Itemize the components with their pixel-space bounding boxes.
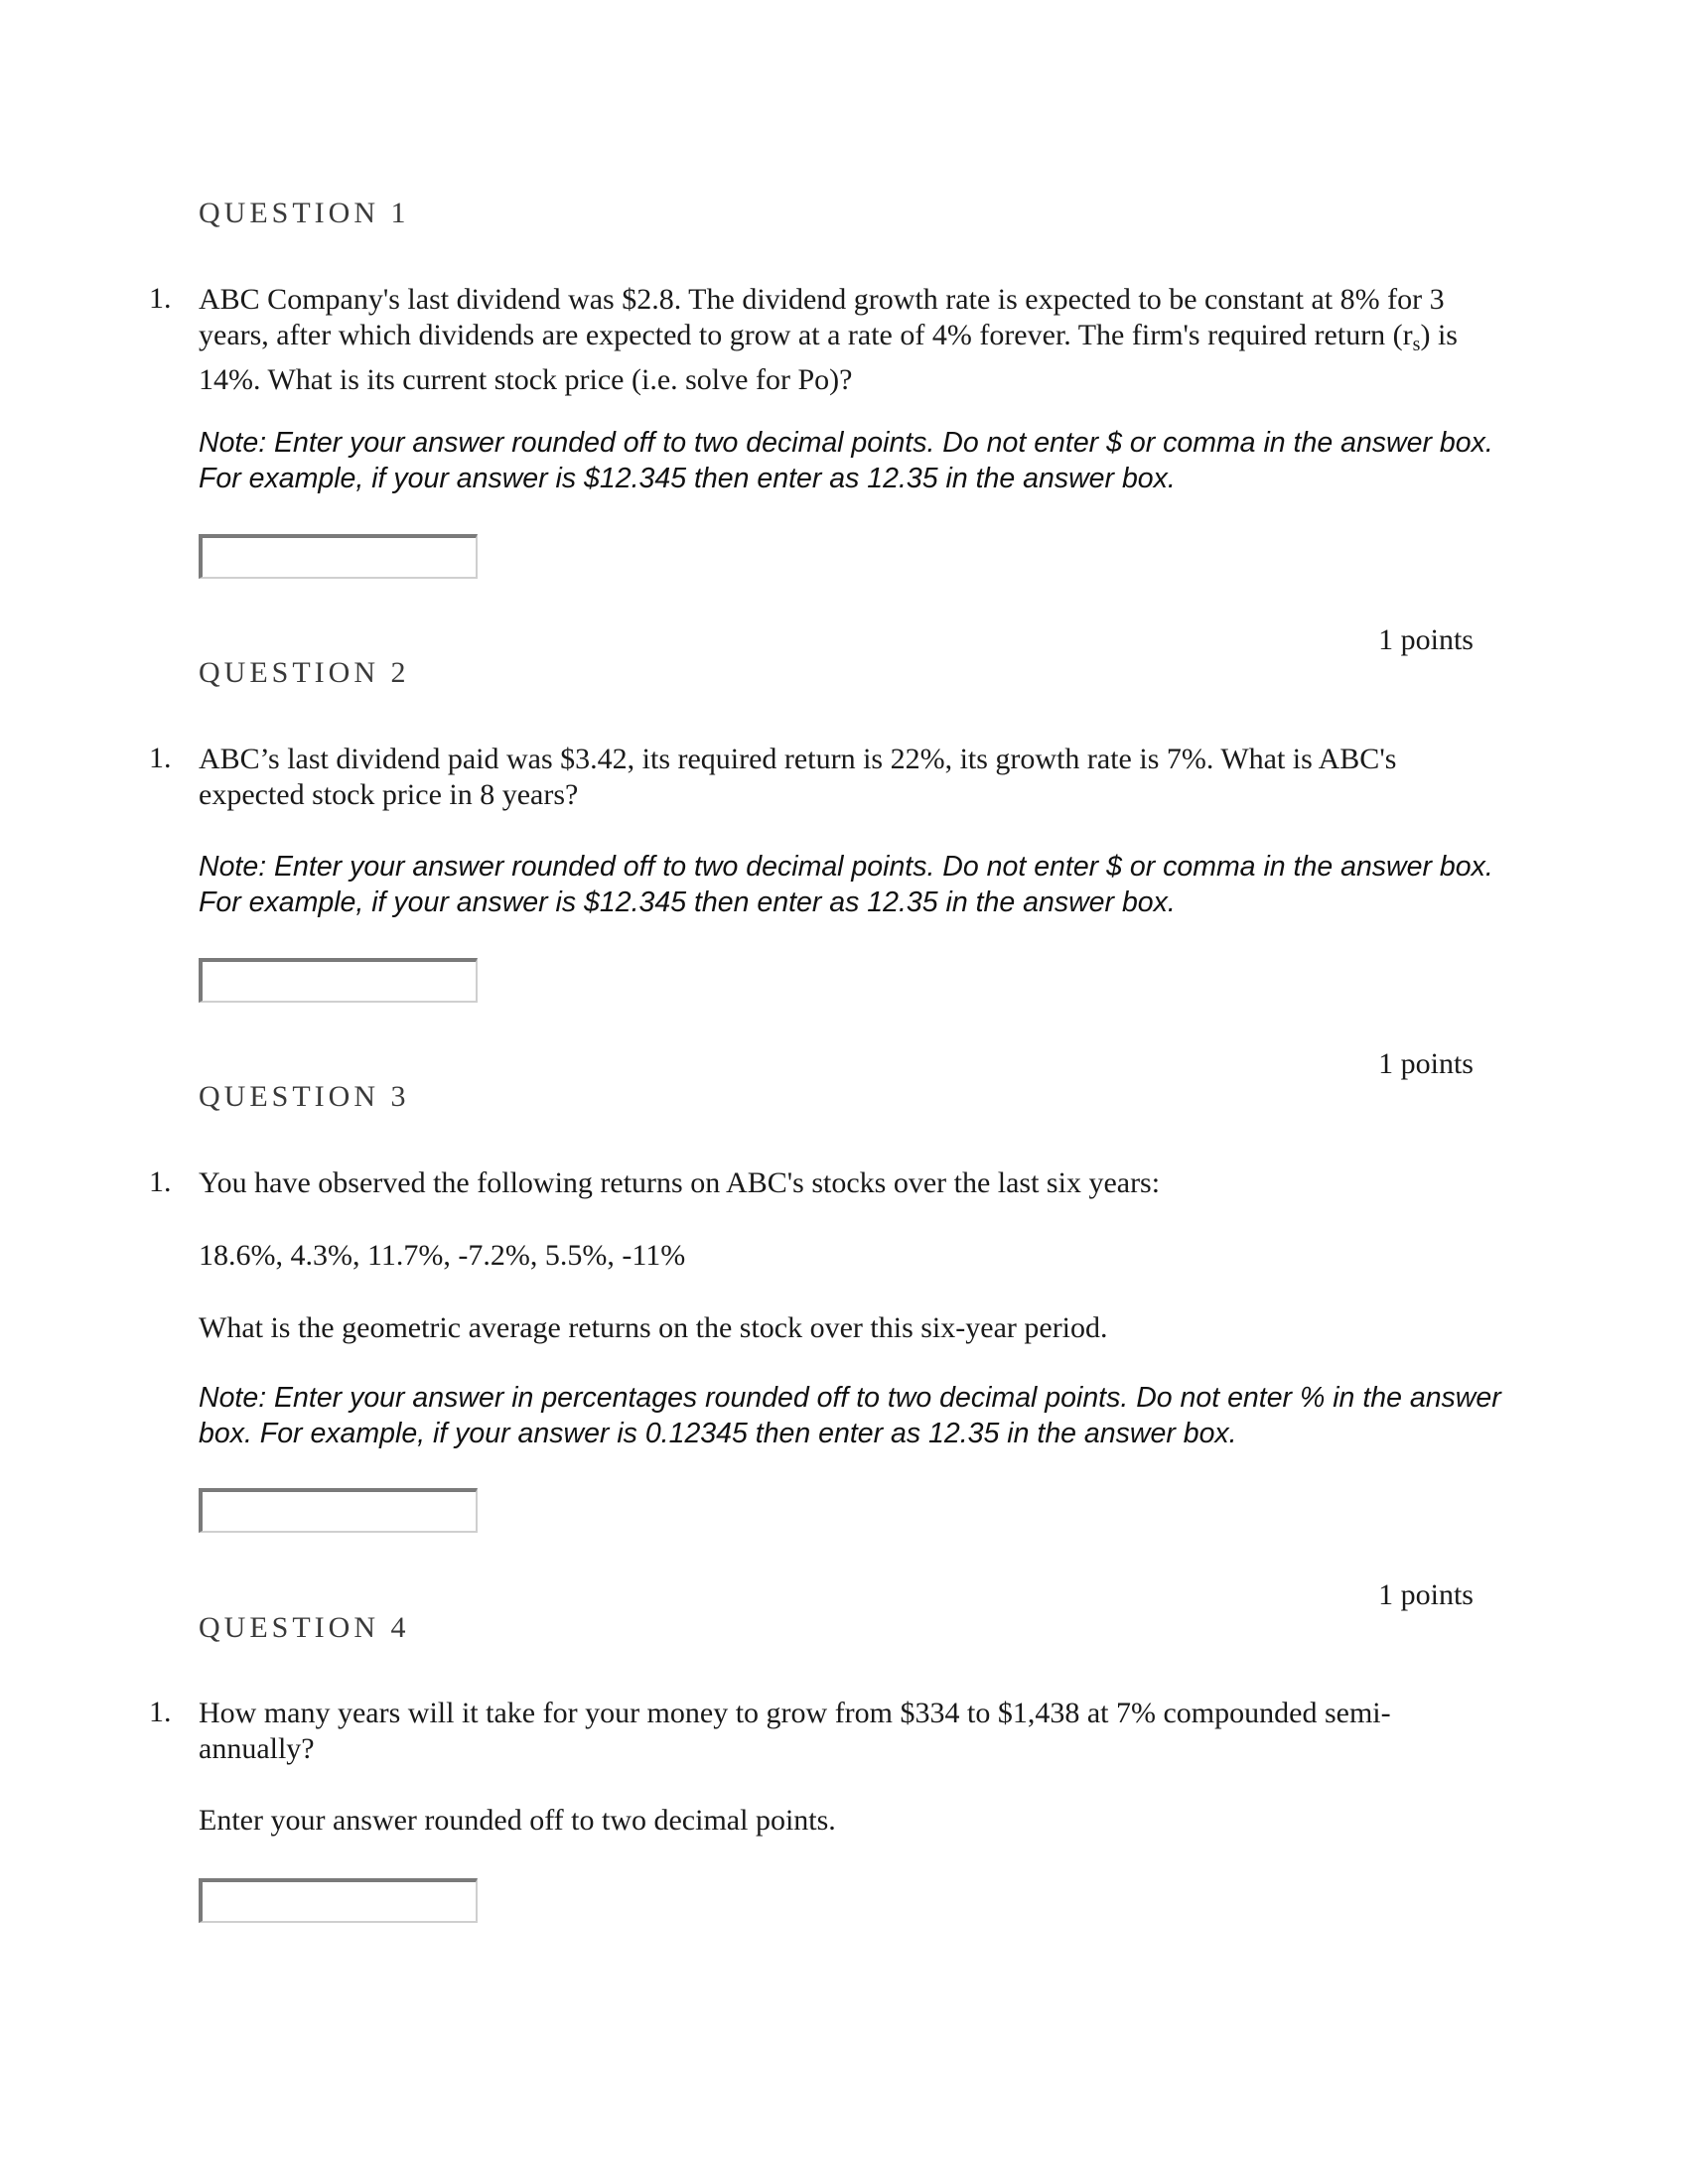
question-4-title: QUESTION 4 [199, 1611, 410, 1644]
question-1-title: QUESTION 1 [199, 197, 410, 229]
question-1-subscript: s [1412, 334, 1421, 355]
question-2-points: 1 points [1378, 1047, 1474, 1080]
question-1-text [199, 282, 1479, 398]
question-1-number: 1. [149, 282, 172, 315]
question-3-answer-input[interactable] [199, 1488, 478, 1533]
question-3-title: QUESTION 3 [199, 1080, 410, 1113]
question-2-answer-input[interactable] [199, 958, 478, 1003]
question-4-number: 1. [149, 1696, 172, 1728]
question-3-returns: 18.6%, 4.3%, 11.7%, -7.2%, 5.5%, -11% [199, 1239, 686, 1272]
question-3-prompt: What is the geometric average returns on the stock over this six-year period. [199, 1311, 1108, 1344]
question-2-note: Note: Enter your answer rounded off to two decimal points. Do not enter $ or comma in the answer box. For example, if your answer is $12.345 then enter as 12.35 in the answer box. [199, 851, 1493, 918]
question-3-text: You have observed the following returns on ABC's stocks over the last six years: [199, 1166, 1161, 1199]
question-3-points: 1 points [1378, 1578, 1474, 1611]
question-1-answer-input[interactable] [199, 534, 478, 579]
question-2-title: QUESTION 2 [199, 656, 410, 689]
question-4-answer-input[interactable] [199, 1878, 478, 1923]
question-1-text-part-2: ) is 14%. What is its current stock price (i.e. solve for Po)? [199, 319, 1458, 396]
question-1-note: Note: Enter your answer rounded off to two decimal points. Do not enter $ or comma in the answer box. For example, if your answer is $12.345 then enter as 12.35 in the answer box. [199, 427, 1493, 494]
question-3-number: 1. [149, 1165, 172, 1198]
question-4-instruction: Enter your answer rounded off to two decimal points. [199, 1804, 836, 1837]
question-4-text: How many years will it take for your money to grow from $334 to $1,438 at 7% compounded semi-annually? [199, 1697, 1391, 1765]
question-1-text-part-1: ABC Company's last dividend was $2.8. The dividend growth rate is expected to be constant at 8% for 3 years, after which dividends are expected to grow at a rate of 4% forever. The firm's required return (r [199, 283, 1445, 351]
question-2-number: 1. [149, 742, 172, 774]
question-3-note: Note: Enter your answer in percentages rounded off to two decimal points. Do not enter % in the answer box. For example, if your answer is 0.12345 then enter as 12.35 in the answer box. [199, 1382, 1501, 1449]
question-1-points: 1 points [1378, 623, 1474, 656]
question-2-text: ABC’s last dividend paid was $3.42, its required return is 22%, its growth rate is 7%. What is ABC's expected stock price in 8 years? [199, 743, 1397, 811]
